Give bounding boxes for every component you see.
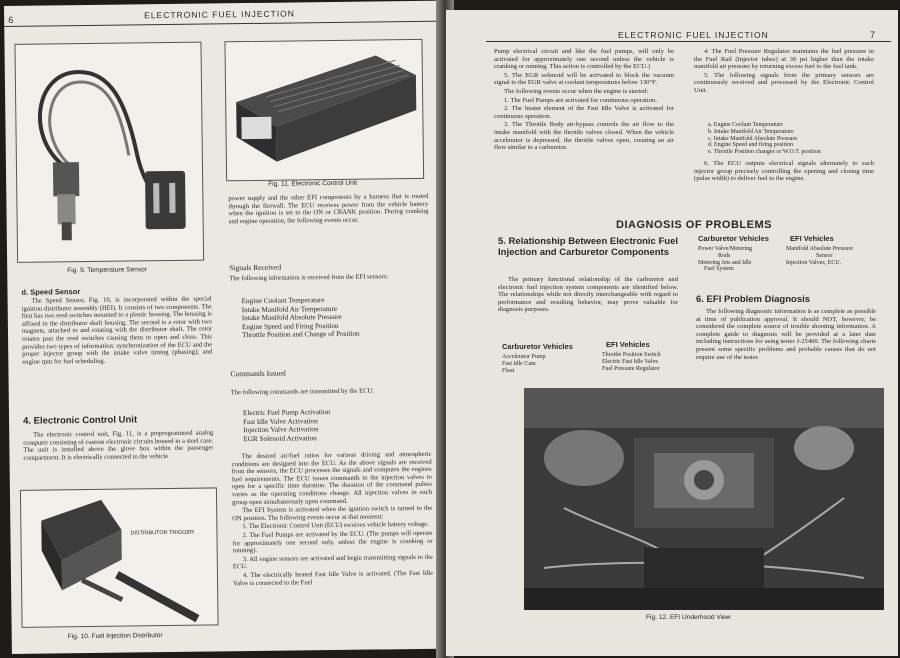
commands-list bbox=[243, 408, 331, 443]
ecu-section-heading: 4. Electronic Control Unit bbox=[23, 414, 138, 427]
list-item: Injection Valves, ECU. bbox=[786, 259, 842, 266]
signals-intro: The following information is received from the EFI sensors: bbox=[229, 273, 389, 283]
efi-items-left bbox=[602, 352, 661, 372]
fig9-image bbox=[14, 42, 204, 263]
list-item: Float bbox=[502, 367, 515, 374]
list-item: Power Valve/Metering bbox=[698, 246, 753, 252]
list-item: a. Engine Coolant Temperature bbox=[708, 122, 783, 128]
list-item: Manifold Absolute Pressure bbox=[786, 246, 853, 252]
fig11-image bbox=[224, 39, 424, 181]
page-number: 7 bbox=[870, 30, 876, 40]
section5-heading: 5. Relationship Between Electronic Fuel Injection and Carburetor Components bbox=[498, 236, 679, 258]
list-item: Fuel Pressure Regulator bbox=[602, 365, 660, 372]
ecu-output-text: 6. The ECU outputs electrical signals alternately to each injector group precisely controlling the opening and closing time (pulse width) to deliver fuel to the engine. bbox=[694, 160, 874, 183]
carb-items-left bbox=[502, 354, 545, 374]
section5-text: The primary functional relationship of the carburetor and electronic fuel injection system components are identified below. The relationships while not directly interchangeable with regard to performance and resulting behavior, may prove valuable for diagnosis purposes. bbox=[498, 276, 678, 314]
list-item: Metering Jets and Idle bbox=[698, 259, 752, 266]
list-item: Engine Coolant Temperature bbox=[241, 296, 325, 306]
fig10-image bbox=[20, 487, 219, 627]
fig12-caption: Fig. 12. EFI Underhood View bbox=[646, 614, 731, 621]
list-item: Electric Fuel Pump Activation bbox=[242, 408, 331, 418]
diagnosis-title: DIAGNOSIS OF PROBLEMS bbox=[616, 219, 772, 231]
distributor-illustration bbox=[21, 488, 218, 626]
fuel-pump-text: Pump electrical circuit and like the fuel pumps, will only be activated for approximately one second unless the vehicle is cranking or running. This action is controlled by the ECU.) 5. The EGR solenoid will be activated to block the vacuum signal to the EGR valve at coolant temperatures below 130°F. The following events occur when the engine is started: 1. The Fuel Pumps are activated for continuous operation. 2. The heater element of the Fast Idle Valve is activated for continuous operation. 3. The Throttle Body air-bypass controls the air flow to the intake manifold with the throttle valves closed. When the vehicle accelerator is depressed, the throttle valves open, creating an air flow similar to a carburetor. bbox=[494, 48, 674, 152]
underhood-engine-photo bbox=[524, 388, 884, 610]
efi-header-left: EFI Vehicles bbox=[606, 340, 650, 349]
section6-heading: 6. EFI Problem Diagnosis bbox=[696, 294, 811, 305]
list-item: Sensor bbox=[816, 252, 833, 259]
carb-header-left: Carburetor Vehicles bbox=[502, 342, 573, 351]
list-item: e. Throttle Position changes or W.O.T. position bbox=[708, 149, 821, 156]
fig12-photo bbox=[524, 388, 884, 610]
ecu-operation-text: The desired air/fuel ratios for various driving and atmospheric conditions are designed into the ECU. As the above signals are received from the sensors, the ECU processes the signals and computes the engines fuel requirements. The ECU issues commands to the injection valves to open for a specific time duration. The duration of the command pulses varies as the operating conditions change. All injection valves in each group open simultaneously upon command. The EFI System is activated when the ignition switch is turned to the ON position. The following events occur at that moment: 1. The Electronic Control Unit (ECU) receives vehicle battery voltage. 2. The Fuel Pumps are activated by the ECU. (The pumps will operate for approximately one second only, unless the engine is cranking or running). 3. All engine sensors are activated and begin transmitting signals to the ECU. 4. The electrically heated Fast Idle Valve is activated. (The Fast Idle Valve is connected to the Fuel bbox=[231, 450, 434, 587]
commands-heading: Commands Issued bbox=[230, 368, 286, 379]
list-item: Fuel System bbox=[704, 266, 734, 273]
list-item: Accelerator Pump bbox=[502, 354, 546, 360]
list-item: Rods bbox=[718, 252, 731, 259]
ecu-section-text: The electronic control unit, Fig. 11, is a preprogrammed analog computer consisting of custom electronic circuits housed in a steel case. The unit is installed above the glove box within the passenger compartment. It is electrically connected to the vehicle bbox=[23, 429, 214, 462]
ecu-illustration bbox=[225, 40, 423, 180]
list-item: Fast Idle Cam bbox=[502, 360, 536, 367]
commands-intro: The following commands are transmitted by the ECU: bbox=[230, 387, 375, 397]
page-number: 6 bbox=[8, 14, 14, 25]
running-head: ELECTRONIC FUEL INJECTION bbox=[144, 8, 295, 21]
fig11-caption: Fig. 11. Electronic Control Unit bbox=[268, 179, 358, 188]
fig9-caption: Fig. 9. Temperature Sensor bbox=[67, 266, 148, 275]
carb-header-right: Carburetor Vehicles bbox=[698, 234, 769, 243]
list-item: d. Engine Speed and firing position bbox=[708, 142, 793, 149]
temperature-sensor-illustration bbox=[15, 43, 203, 262]
running-head: ELECTRONIC FUEL INJECTION bbox=[618, 30, 769, 40]
carb-items-right bbox=[698, 246, 752, 273]
list-item: Intake Manifold Absolute Pressure bbox=[241, 313, 342, 323]
list-item: Electric Fast Idle Valve bbox=[602, 358, 659, 365]
list-item: Injection Valve Activation bbox=[243, 425, 319, 435]
list-item: Intake Manifold Air Temperature bbox=[241, 304, 338, 314]
fig10-label: DISTRIBUTOR TRIGGER bbox=[130, 529, 195, 537]
speed-sensor-heading: d. Speed Sensor bbox=[21, 287, 81, 297]
regulator-text: 4. The Fuel Pressure Regulator maintains the fuel pressure in the Fuel Rail (Injector tubes) at 39 psi higher than the intake manifold air pressure by returning excess fuel to the fuel tank. 5. The following signals from the primary sensors are continuously received and processed by the Electronic Control Unit. bbox=[694, 48, 874, 94]
speed-sensor-text: The Speed Sensor, Fig. 10, is incorporated within the special ignition distributor assembly (HEI). It consists of two components. The first has two reed switches mounted to a plastic housing. The housing is affixed to the distributor shaft housing. The second is a rotor with two magnets, attached to and rotating with the distributor shaft. The rotor rotates past the reed switches causing them to open and close. This provides two types of information: synchronization of the ECU and the proper injector group with the intake valve timing (phasing); and engine rpm for fuel scheduling. bbox=[21, 295, 213, 366]
right-page bbox=[446, 10, 898, 656]
primary-signals-list bbox=[708, 122, 821, 156]
list-item: Throttle Position Switch bbox=[602, 352, 661, 358]
efi-items-right bbox=[786, 246, 853, 266]
signals-heading: Signals Received bbox=[229, 262, 282, 273]
left-page bbox=[4, 1, 450, 654]
efi-header-right: EFI Vehicles bbox=[790, 234, 834, 243]
header-rule bbox=[4, 21, 442, 27]
list-item: Fast Idle Valve Activation bbox=[243, 416, 318, 426]
signals-list bbox=[242, 296, 360, 340]
list-item: b. Intake Manifold Air Temperature bbox=[708, 128, 794, 135]
list-item: c. Intake Manifold Absolute Pressure bbox=[708, 135, 798, 142]
list-item: Throttle Position and Change of Position bbox=[241, 330, 360, 340]
list-item: Engine Speed and Firing Position bbox=[241, 321, 339, 331]
ecu-intro-text: power supply and the other EFI components by a harness that is routed through the firewall. The ECU receives power from the vehicle battery when the ignition is set to the ON or CRANK position. During cranking and engine operation, the following events occur. bbox=[228, 192, 429, 226]
fig10-caption: Fig. 10. Fuel Injection Distributor bbox=[67, 632, 163, 641]
list-item: EGR Solenoid Activation bbox=[243, 433, 317, 443]
section6-text: The following diagnostic information is as complete as possible at time of publication approval. It should NOT, however, be considered the complete source of trouble shooting information. A complete guide to diagnosis will be provided at a later date including instructions for using tester J-25400. The following charts present some specific problems and probable causes that do not require use of the tester. bbox=[696, 308, 876, 361]
header-rule bbox=[486, 41, 891, 42]
